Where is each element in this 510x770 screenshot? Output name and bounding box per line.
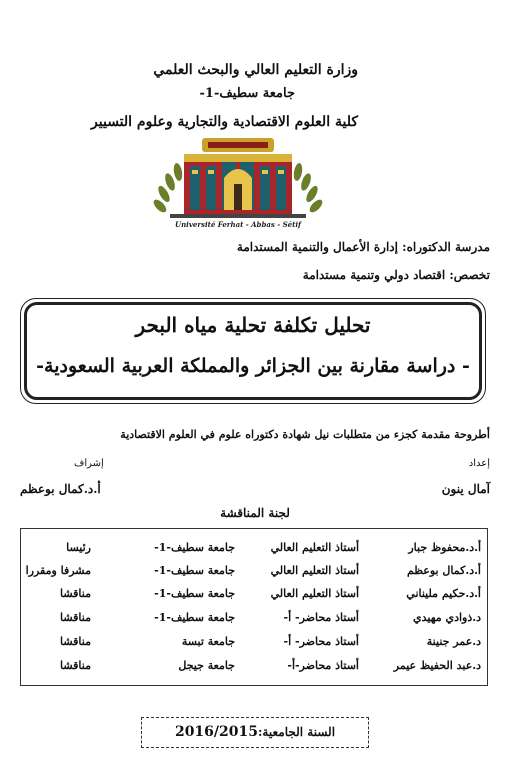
logo-caption: Université Ferhat - Abbas - Sétif [174,220,302,229]
member-role: مناقشا [60,611,91,624]
member-university: جامعة سطيف-1- [154,541,235,554]
academic-year-value: 2016/2015 [174,724,258,740]
thesis-note: أطروحة مقدمة كجزء من متطلبات نيل شهادة دكتوراه علوم في العلوم الاقتصادية [120,428,490,441]
member-name: أ.د.حكيم مليناني [406,587,481,600]
member-rank: أستاذ التعليم العالي [270,564,359,577]
committee-row [21,659,487,679]
member-name: د.ذوادي مهيدي [413,611,481,624]
doctoral-school: مدرسة الدكتوراه: إدارة الأعمال والتنمية المستدامة [236,240,490,254]
member-rank: أستاذ محاضر- أ- [283,611,359,624]
member-name: د.عمر جنينة [426,635,481,648]
member-role: مشرفا ومقررا [25,564,91,577]
committee-title: لجنة المناقشة [220,506,290,520]
member-university: جامعة سطيف-1- [154,611,235,624]
committee-row [21,635,487,655]
member-rank: أستاذ التعليم العالي [270,541,359,554]
member-name: أ.د.كمال بوعظم [406,564,481,577]
prepared-by-label: إعداد [468,458,490,469]
committee-row [21,587,487,607]
member-rank: أستاذ التعليم العالي [270,587,359,600]
member-rank: أستاذ محاضر-أ- [287,659,359,672]
member-role: مناقشا [60,587,91,600]
academic-year-label: السنة الجامعية: [258,725,336,739]
committee-row [21,541,487,561]
supervised-by-label: إشراف [74,458,104,469]
member-university: جامعة سطيف-1- [154,587,235,600]
member-university: جامعة سطيف-1- [154,564,235,577]
member-university: جامعة تبسة [181,635,235,648]
ministry-name: وزارة التعليم العالي والبحث العلمي [153,62,358,78]
academic-year-box [141,717,369,748]
committee-row [21,611,487,631]
thesis-subtitle: - دراسة مقارنة بين الجزائر والمملكة العربية السعودية- [36,355,470,377]
university-logo [150,134,326,230]
faculty-name: كلية العلوم الاقتصادية والتجارية وعلوم التسيير [91,114,358,130]
committee-row [21,564,487,584]
member-name: د.عبد الحفيظ عيمر [393,659,481,672]
member-role: مناقشا [60,635,91,648]
member-role: رئيسا [66,541,91,554]
member-name: أ.د.محفوظ جبار [408,541,481,554]
specialization: تخصص: اقتصاد دولي وتنمية مستدامة [302,268,490,282]
title-frame [20,298,486,404]
university-name: جامعة سطيف-1- [199,86,295,101]
member-rank: أستاذ محاضر- أ- [283,635,359,648]
author-name: آمال ينون [441,482,490,496]
supervisor-name: أ.د.كمال بوعظم [20,482,101,496]
committee-table [20,528,488,686]
member-university: جامعة جيجل [178,659,235,672]
member-role: مناقشا [60,659,91,672]
thesis-title: تحليل تكلفة تحلية مياه البحر [135,313,371,337]
